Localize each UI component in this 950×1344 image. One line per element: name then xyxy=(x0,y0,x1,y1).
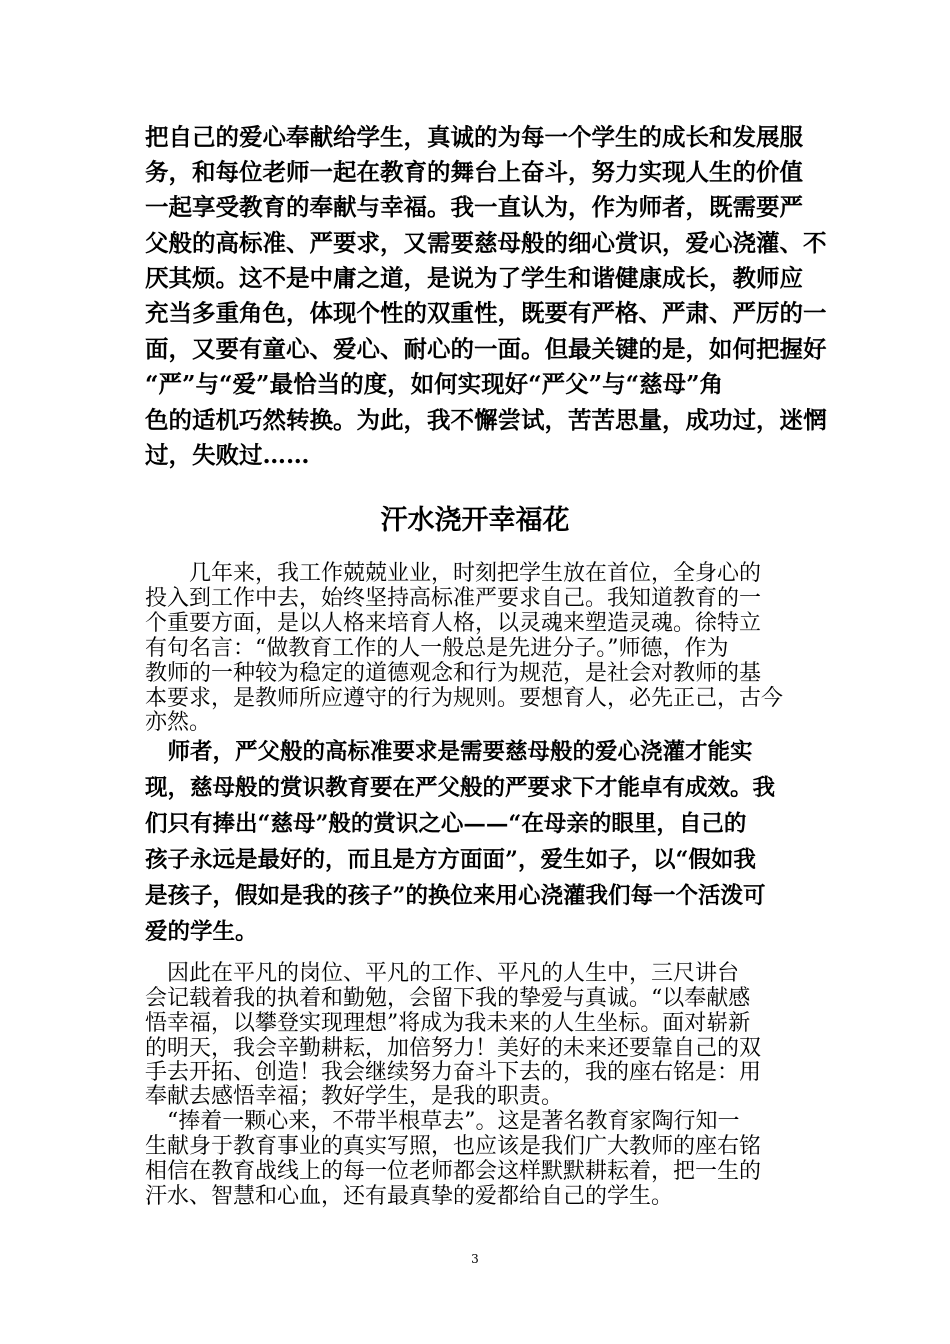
para1-line: 亦然。 xyxy=(145,710,212,735)
intro-line: 充当多重角色，体现个性的双重性，既要有严格、严肃、严厉的一 xyxy=(145,299,827,327)
section-title: 汗水浇开幸福花 xyxy=(380,505,570,536)
para1-line: 有句名言：“做教育工作的人一般总是先进分子。”师德，作为 xyxy=(145,636,729,661)
para4-line: 生献身于教育事业的真实写照，也应该是我们广大教师的座右铭 xyxy=(145,1134,762,1159)
para1-line: 教师的一种较为稳定的道德观念和行为规范，是社会对教师的基 xyxy=(145,661,762,686)
para1-line: 投入到工作中去，始终坚持高标准严要求自己。我知道教育的一 xyxy=(145,586,762,611)
intro-line: 过，失败过…… xyxy=(145,441,310,469)
para2-line: 爱的学生。 xyxy=(145,919,258,945)
intro-line: 色的适机巧然转换。为此，我不懈尝试，苦苦思量，成功过，迷惘 xyxy=(145,406,827,434)
intro-line: 务，和每位老师一起在教育的舞台上奋斗，努力实现人生的价值 xyxy=(145,158,803,186)
para2-line: 是孩子，假如是我的孩子”的换位来用心浇灌我们每一个活泼可 xyxy=(145,883,766,909)
para2-line: 孩子永远是最好的，而且是方方面面”，爱生如子，以“假如我 xyxy=(145,847,756,873)
para4-line: 汗水、智慧和心血，还有最真挚的爱都给自己的学生。 xyxy=(145,1184,674,1209)
intro-line: 厌其烦。这不是中庸之道，是说为了学生和谐健康成长，教师应 xyxy=(145,264,803,292)
para3-line: 因此在平凡的岗位、平凡的工作、平凡的人生中，三尺讲台 xyxy=(145,961,740,986)
para1-line: 个重要方面，是以人格来培育人格，以灵魂来塑造灵魂。徐特立 xyxy=(145,611,762,636)
para1-line: 本要求，是教师所应遵守的行为规则。要想育人，必先正己，古今 xyxy=(145,686,784,711)
intro-line: 面，又要有童心、爱心、耐心的一面。但最关键的是，如何把握好 xyxy=(145,335,827,363)
para3-line: 悟幸福，以攀登实现理想”将成为我未来的人生坐标。面对崭新 xyxy=(145,1011,751,1036)
intro-line: 一起享受教育的奉献与幸福。我一直认为，作为师者，既需要严 xyxy=(145,193,803,221)
intro-line: 把自己的爱心奉献给学生，真诚的为每一个学生的成长和发展服 xyxy=(145,123,803,151)
para3-line: 的明天，我会辛勤耕耘，加倍努力！美好的未来还要靠自己的双 xyxy=(145,1036,762,1061)
para4-line: “捧着一颗心来，不带半根草去”。这是著名教育家陶行知一 xyxy=(145,1109,740,1134)
para2-line: 师者，严父般的高标准要求是需要慈母般的爱心浇灌才能实 xyxy=(145,739,753,765)
para3-line: 奉献去感悟幸福；教好学生，是我的职责。 xyxy=(145,1084,564,1109)
para4-line: 相信在教育战线上的每一位老师都会这样默默耕耘着，把一生的 xyxy=(145,1159,762,1184)
para2-line: 现，慈母般的赏识教育要在严父般的严要求下才能卓有成效。我 xyxy=(145,775,776,801)
para2-line: 们只有捧出“慈母”般的赏识之心——“在母亲的眼里，自己的 xyxy=(145,811,747,837)
para1-line: 几年来，我工作兢兢业业，时刻把学生放在首位，全身心的 xyxy=(145,561,762,586)
para3-line: 会记载着我的执着和勤勉，会留下我的挚爱与真诚。“以奉献感 xyxy=(145,986,751,1011)
intro-line: “严”与“爱”最恰当的度，如何实现好“严父”与“慈母”角 xyxy=(145,370,724,398)
page-number: 3 xyxy=(471,1252,479,1266)
para3-line: 手去开拓、创造！我会继续努力奋斗下去的，我的座右铭是：用 xyxy=(145,1060,762,1085)
intro-line: 父般的高标准、严要求，又需要慈母般的细心赏识，爱心浇灌、不 xyxy=(145,229,827,257)
